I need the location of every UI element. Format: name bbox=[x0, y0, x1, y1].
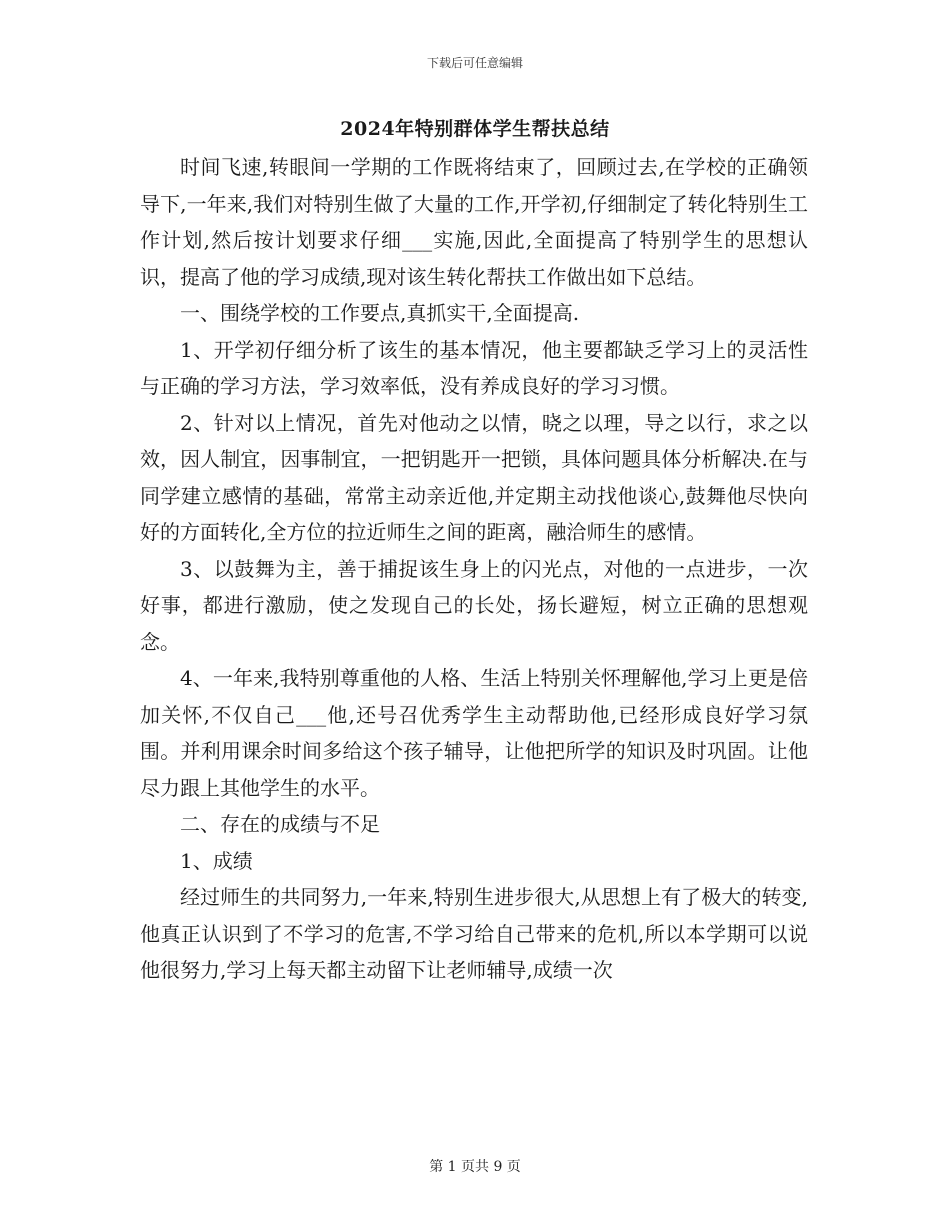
paragraph-item-4: 4、一年来,我特别尊重他的人格、生活上特别关怀理解他,学习上更是倍加关怀,不仅自己___他,还号召优秀学生主动帮助他,已经形成良好学习氛围。并利用课余时间多给这个孩子辅导，让他把所学的知识及时巩固。让他尽力跟上其他学生的水平。 bbox=[140, 666, 808, 800]
section-heading-1: 一、围绕学校的工作要点,真抓实干,全面提高. bbox=[180, 301, 580, 325]
paragraph-achievements: 经过师生的共同努力,一年来,特别生进步很大,从思想上有了极大的转变,他真正认识到了不学习的危害,不学习给自己带来的危机,所以本学期可以说他很努力,学习上每天都主动留下让老师辅导,成绩一次 bbox=[140, 885, 808, 982]
paragraph-intro: 时间飞速,转眼间一学期的工作既将结束了，回顾过去,在学校的正确领导下,一年来,我们对特别生做了大量的工作,开学初,仔细制定了转化特别生工作计划,然后按计划要求仔细___实施,因此,全面提高了特别学生的思想认识，提高了他的学习成绩,现对该生转化帮扶工作做出如下总结。 bbox=[140, 155, 808, 289]
document-body bbox=[140, 149, 808, 989]
paragraph-item-1: 1、开学初仔细分析了该生的基本情况，他主要都缺乏学习上的灵活性与正确的学习方法，学习效率低，没有养成良好的学习习惯。 bbox=[140, 337, 808, 398]
paragraph-item-2: 2、针对以上情况，首先对他动之以情，晓之以理，导之以行，求之以效，因人制宜，因事制宜，一把钥匙开一把锁，具体问题具体分析解决.在与同学建立感情的基础，常常主动亲近他,并定期主动找他谈心,鼓舞他尽快向好的方面转化,全方位的拉近师生之间的距离，融洽师生的感情。 bbox=[140, 410, 808, 544]
subheading-achievements: 1、成绩 bbox=[180, 848, 253, 873]
document-title: 2024年特别群体学生帮扶总结 bbox=[340, 118, 610, 140]
page-header: 下载后可任意编辑 bbox=[426, 56, 523, 70]
page-number: 第 1 页共 9 页 bbox=[429, 1159, 521, 1175]
section-heading-2: 二、存在的成绩与不足 bbox=[180, 812, 380, 836]
paragraph-item-3: 3、以鼓舞为主，善于捕捉该生身上的闪光点，对他的一点进步，一次好事，都进行激励，使之发现自己的长处，扬长避短，树立正确的思想观念。 bbox=[140, 556, 808, 654]
